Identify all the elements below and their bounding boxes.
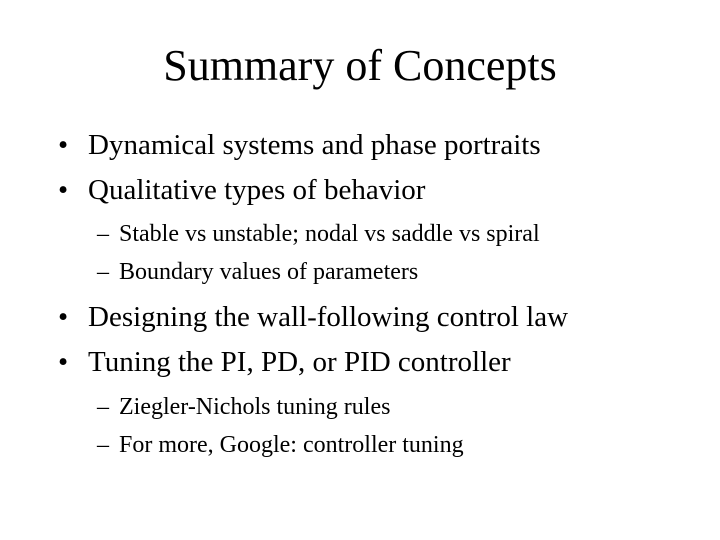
bullet-text: Tuning the PI, PD, or PID controller bbox=[88, 346, 511, 378]
bullet-marker: • bbox=[58, 129, 69, 161]
bullet-item bbox=[58, 128, 541, 162]
slide-title: Summary of Concepts bbox=[163, 41, 557, 90]
bullet-text: Designing the wall-following control law bbox=[88, 301, 569, 333]
dash-marker: – bbox=[97, 394, 109, 420]
sub-bullet-text: Boundary values of parameters bbox=[119, 259, 419, 285]
sub-bullet-item bbox=[97, 220, 540, 248]
bullet-item bbox=[58, 300, 568, 334]
bullet-item bbox=[58, 345, 511, 379]
sub-bullet-text: Ziegler-Nichols tuning rules bbox=[119, 394, 391, 420]
bullet-marker: • bbox=[58, 346, 69, 378]
bullet-item bbox=[58, 173, 425, 207]
bullet-text: Qualitative types of behavior bbox=[88, 174, 426, 206]
bullet-marker: • bbox=[58, 174, 69, 206]
dash-marker: – bbox=[97, 259, 109, 285]
sub-bullet-item bbox=[97, 258, 418, 286]
sub-bullet-item bbox=[97, 393, 390, 421]
sub-bullet-text: Stable vs unstable; nodal vs saddle vs spiral bbox=[119, 221, 540, 247]
sub-bullet-text: For more, Google: controller tuning bbox=[119, 432, 464, 458]
dash-marker: – bbox=[97, 432, 109, 458]
dash-marker: – bbox=[97, 221, 109, 247]
bullet-text: Dynamical systems and phase portraits bbox=[88, 129, 541, 161]
bullet-marker: • bbox=[58, 301, 69, 333]
sub-bullet-item bbox=[97, 431, 464, 459]
